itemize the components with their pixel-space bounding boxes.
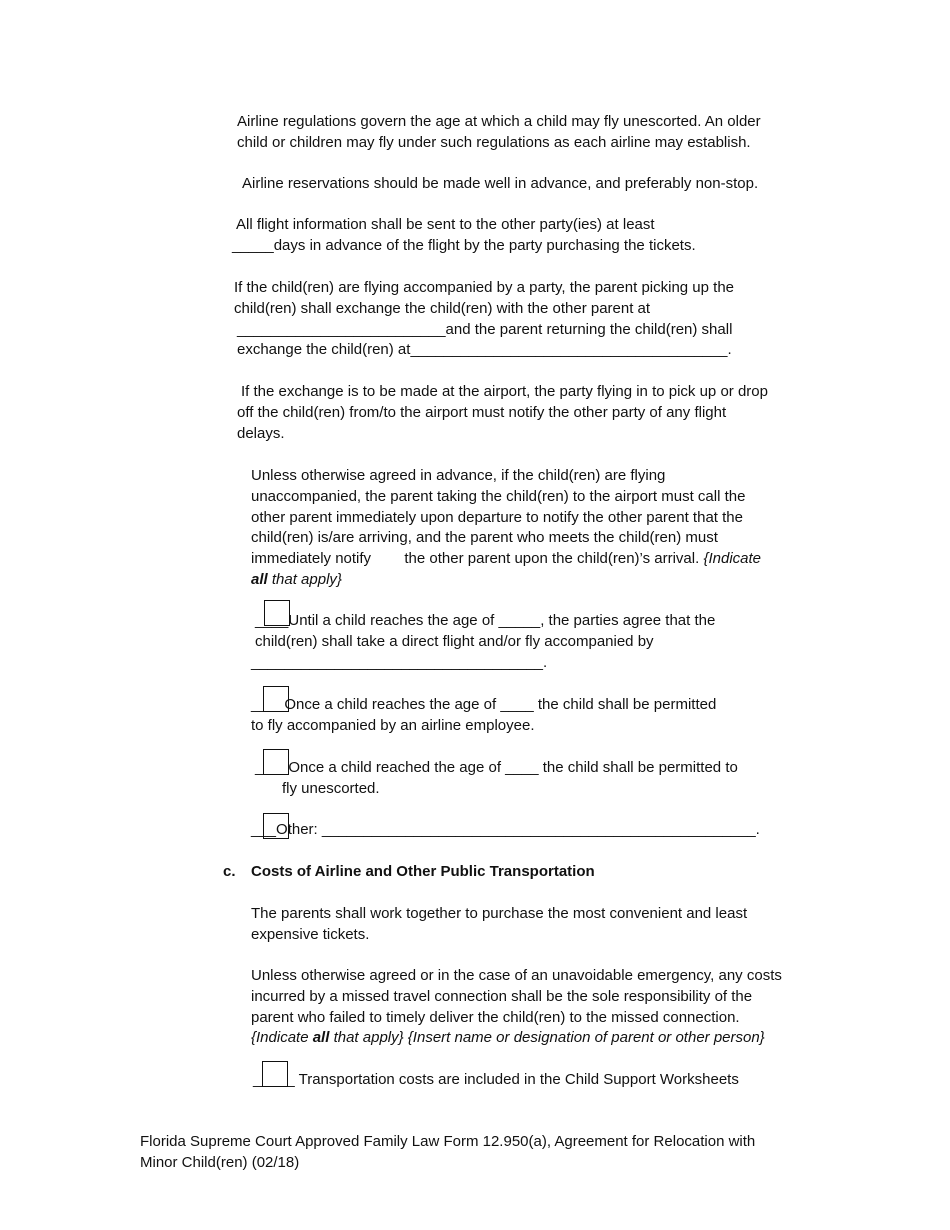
option-transportation-costs xyxy=(253,1070,739,1091)
paragraph-unaccompanied xyxy=(251,466,761,591)
emphasis-text: all xyxy=(312,1029,330,1047)
text-line: other parent immediately upon departure to notify the other parent that the xyxy=(251,508,743,526)
text-line: parent who failed to timely deliver the child(ren) to the missed connection. xyxy=(251,1008,740,1026)
text-line: ___________________________________. xyxy=(251,653,548,671)
instruction-text: that apply} xyxy=(271,570,342,588)
emphasis-text: all xyxy=(251,570,268,588)
paragraph-airport-exchange xyxy=(237,382,768,444)
text-line xyxy=(251,1028,782,1049)
section-letter: c. xyxy=(223,863,236,880)
section-c-title xyxy=(251,862,595,883)
option-unescorted xyxy=(255,758,738,800)
text-line xyxy=(251,549,761,570)
page-footer xyxy=(140,1132,755,1174)
text-line: child(ren) shall take a direct flight and/or fly accompanied by xyxy=(255,632,654,650)
text-line: The parents shall work together to purchase the most convenient and least xyxy=(251,905,748,922)
paragraph-purchase-tickets xyxy=(251,904,747,946)
instruction-text: {Indicate xyxy=(251,1029,309,1047)
footer-line: Florida Supreme Court Approved Family Law Form 12.950(a), Agreement for Relocation with xyxy=(140,1133,756,1150)
text-line: ____Once a child reached the age of ____ the child shall be permitted to xyxy=(255,759,738,776)
text-line: incurred by a missed travel connection shall be the sole responsibility of the xyxy=(251,987,753,1005)
text-line: If the exchange is to be made at the airport, the party flying in to pick up or drop xyxy=(241,383,768,400)
text-line: exchange the child(ren) at______________________________________. xyxy=(237,341,732,359)
footer-line: Minor Child(ren) (02/18) xyxy=(140,1153,300,1171)
paragraph-reservations xyxy=(242,174,758,195)
text-line: Unless otherwise agreed in advance, if the child(ren) are flying xyxy=(251,467,666,484)
paragraph-airline-regulations xyxy=(237,112,761,154)
section-c-heading xyxy=(223,862,236,883)
section-title: Costs of Airline and Other Public Transportation xyxy=(251,863,595,880)
option-direct-flight xyxy=(251,611,716,673)
paragraph-flight-information xyxy=(232,215,696,257)
text-line: child(ren) is/are arriving, and the parent who meets the child(ren) must xyxy=(251,529,718,547)
text-line: Unless otherwise agreed or in the case of an unavoidable emergency, any costs xyxy=(251,967,782,984)
text-segment: immediately notify the other parent upon the child(ren)’s arrival. xyxy=(251,550,700,568)
text-line: ____Once a child reaches the age of ____ the child shall be permitted xyxy=(251,696,717,713)
text-line: Airline regulations govern the age at which a child may fly unescorted. An older xyxy=(237,113,761,130)
text-line: off the child(ren) from/to the airport must notify the other party of any flight xyxy=(237,403,727,421)
text-line: ___Other: ____________________________________________________. xyxy=(251,821,760,838)
text-line: All flight information shall be sent to the other party(ies) at least xyxy=(236,216,655,233)
text-line: child or children may fly under such regulations as each airline may establish. xyxy=(237,133,751,151)
text-line: _____days in advance of the flight by the party purchasing the tickets. xyxy=(232,236,696,254)
text-line xyxy=(251,570,761,591)
paragraph-accompanied-exchange xyxy=(234,278,734,361)
text-line: delays. xyxy=(237,424,285,442)
text-line: fly unescorted. xyxy=(282,779,380,797)
text-line: _____ Transportation costs are included in the Child Support Worksheets xyxy=(253,1071,739,1088)
paragraph-missed-connection xyxy=(251,966,782,1049)
text-line: Airline reservations should be made well in advance, and preferably non-stop. xyxy=(242,175,759,192)
instruction-text: that apply} {Insert name or designation of parent or other person} xyxy=(333,1029,765,1047)
text-line: If the child(ren) are flying accompanied by a party, the parent picking up the xyxy=(234,279,735,296)
text-line: expensive tickets. xyxy=(251,925,370,943)
text-line: to fly accompanied by an airline employee. xyxy=(251,716,535,734)
text-line: _________________________and the parent returning the child(ren) shall xyxy=(237,320,733,338)
option-airline-employee xyxy=(251,695,716,737)
text-line: unaccompanied, the parent taking the child(ren) to the airport must call the xyxy=(251,487,746,505)
text-line: child(ren) shall exchange the child(ren) with the other parent at xyxy=(234,299,651,317)
option-other xyxy=(251,820,760,841)
instruction-text: {Indicate xyxy=(703,550,761,568)
text-line: ____Until a child reaches the age of _____, the parties agree that the xyxy=(255,612,716,629)
